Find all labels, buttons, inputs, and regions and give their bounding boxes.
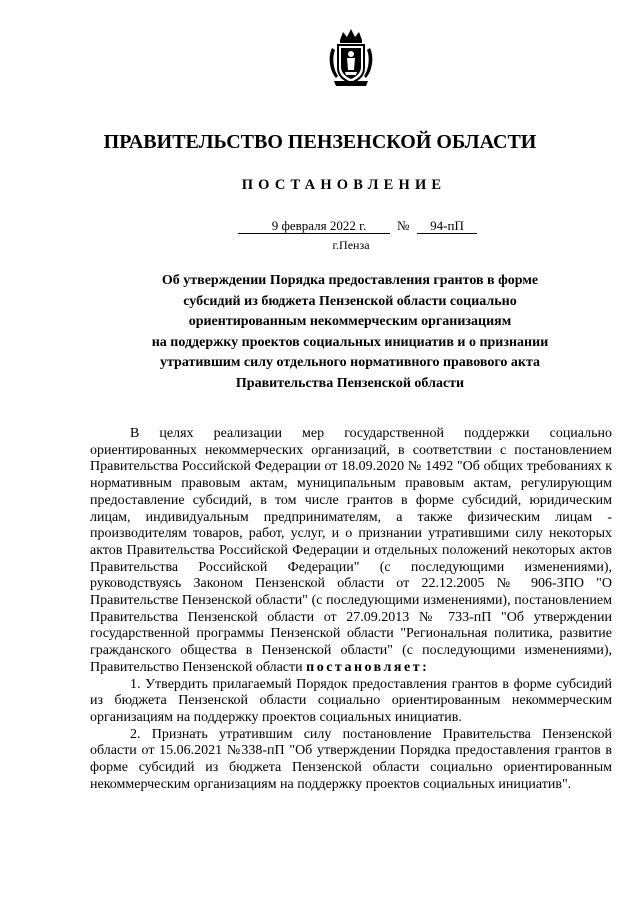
preamble-paragraph (90, 426, 612, 677)
subject-line: утратившим силу отдельного нормативного правового акта (159, 355, 541, 370)
city: г.Пенза (332, 238, 370, 252)
clause-1: 1. Утвердить прилагаемый Порядок предоставления грантов в форме субсидий из бюджета Пензенской области социально ориентированным некоммерческим организациям на поддержку проектов социальных инициатив. (90, 676, 612, 725)
document-date: 9 февраля 2022 г. (238, 218, 390, 234)
document-subject (110, 271, 590, 394)
document-number: 94-пП (417, 218, 477, 234)
subject-line: на поддержку проектов социальных инициатив и о признании (151, 334, 549, 350)
preamble-text: В целях реализации мер государственной поддержки социально ориентированных некоммерческих организаций, в соответствии с постановлением Правительства Российской Федерации от 18.09.2020 № 1492 "Об общих требованиях к нормативным правовым актам, муниципальным правовым актам, регулирующим предоставление субсидий, в том числе грантов в форме субсидий, юридическим лицам, индивидуальным предпринимателям, а также физическим лицам - производителям товаров, работ, услуг, и о признании утратившими силу некоторых актов Правительства Российской Федерации и отдельных положений некоторых актов Правительства Российской Федерации" (с последующими изменениями), руководствуясь Законом Пензенской области от 22.12.2005 № 906-ЗПО "О Правительстве Пензенской области" (с последующими изменениями), постановлением Правительства Пензенской области от 27.09.2013 № 733-пП "Об утверждении государственной программы Пензенской области "Региональная политика, развитие гражданского общества в Пензенской области" (с последующими изменениями), Правительство Пензенской области (90, 426, 612, 675)
subject-line: ориентированным некоммерческим организациям (188, 314, 512, 329)
number-sign: № (397, 218, 410, 233)
clause-2: 2. Признать утратившим силу постановление Правительства Пензенской области от 15.06.2021 №338-пП "Об утверждении Порядка предоставления грантов в форме субсидий из бюджета Пензенской области социально ориентированным некоммерческим организациям на поддержку проектов социальных инициатив". (90, 726, 612, 792)
subject-line: Об утверждении Порядка предоставления грантов в форме (161, 273, 539, 288)
resolves-keyword: постановляет: (306, 659, 430, 675)
government-title: ПРАВИТЕЛЬСТВО ПЕНЗЕНСКОЙ ОБЛАСТИ (103, 131, 537, 153)
penza-coat-of-arms-icon (326, 26, 376, 88)
document-body (90, 426, 612, 793)
subject-line: субсидий из бюджета Пензенской области социально (183, 293, 517, 309)
subject-line: Правительства Пензенской области (235, 375, 465, 391)
document-type: ПОСТАНОВЛЕНИЕ (241, 177, 447, 193)
